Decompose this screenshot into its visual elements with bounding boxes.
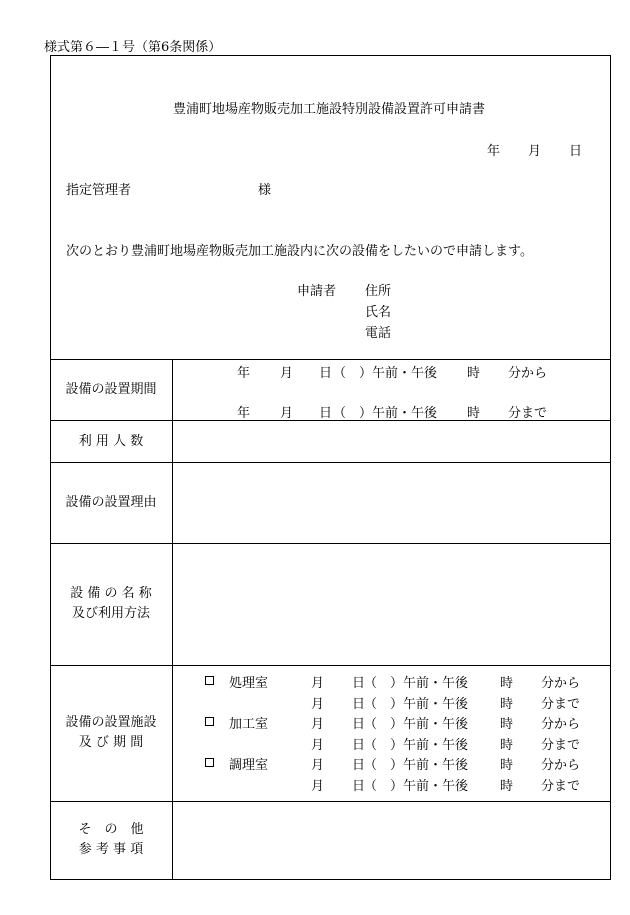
period-from-minute: 分から	[508, 366, 548, 381]
room-from-day: 日	[352, 758, 366, 773]
period-to-month: 月	[280, 406, 294, 421]
date-month[interactable]: 月	[528, 144, 542, 159]
equipment-name-label	[50, 584, 172, 624]
application-statement: 次のとおり豊浦町地場産物販売加工施設内に次の設備をしたいので申請します。	[66, 244, 533, 259]
room-to-day: 日	[352, 737, 366, 753]
applicant-name[interactable]: 氏名	[365, 305, 392, 320]
room-from-hour: 時	[500, 676, 514, 691]
room-from-paren: （ ）	[364, 717, 404, 732]
room-to-ampm: 午前・午後	[403, 778, 469, 794]
date-year[interactable]: 年	[487, 144, 501, 159]
room-to-day: 日	[352, 696, 366, 712]
facility-label	[50, 713, 172, 753]
divider-header	[50, 359, 611, 360]
room-from-month: 月	[311, 717, 325, 732]
room-to-paren: （ ）	[364, 696, 404, 712]
form-number: 様式第６―１号（第6条関係）	[44, 40, 222, 55]
users-label: 利 用 人 数	[78, 434, 144, 449]
room-to-paren: （ ）	[364, 737, 404, 753]
room-from-paren: （ ）	[364, 676, 404, 691]
period-to-hour: 時	[467, 406, 481, 421]
users-field[interactable]	[173, 421, 610, 462]
room-to-month: 月	[311, 778, 325, 794]
other-field[interactable]	[173, 802, 610, 879]
room-name: 処理室	[229, 676, 269, 691]
room-to-hour: 時	[500, 696, 514, 712]
room-to-day: 日	[352, 778, 366, 794]
period-label: 設備の設置期間	[65, 382, 157, 397]
period-from-day: 日	[319, 366, 333, 381]
form-title: 豊浦町地場産物販売加工施設特別設備設置許可申請書	[173, 102, 486, 117]
room-checkbox[interactable]	[205, 676, 214, 685]
room-from-month: 月	[311, 758, 325, 773]
room-from-hour: 時	[500, 758, 514, 773]
applicant-phone[interactable]: 電話	[365, 326, 392, 341]
period-to-minute: 分まで	[508, 406, 548, 421]
room-to-hour: 時	[500, 778, 514, 794]
room-name: 調理室	[229, 758, 269, 773]
room-to-ampm: 午前・午後	[403, 737, 469, 753]
other-label-line2: 参 考 事 項	[78, 842, 144, 857]
room-to-hour: 時	[500, 737, 514, 753]
room-to-ampm: 午前・午後	[403, 696, 469, 712]
period-from-hour: 時	[467, 366, 481, 381]
addressee-label: 指定管理者	[66, 183, 132, 198]
equipment-name-field[interactable]	[173, 544, 610, 665]
room-from-minute: 分から	[541, 758, 581, 773]
period-from-weekday: （ ）	[333, 366, 373, 381]
facility-label-line1: 設備の設置施設	[65, 715, 157, 730]
other-label	[50, 820, 172, 860]
room-checkbox[interactable]	[205, 758, 214, 767]
room-from-ampm: 午前・午後	[403, 676, 469, 691]
room-to-paren: （ ）	[364, 778, 404, 794]
room-checkbox[interactable]	[205, 717, 214, 726]
room-to-minute: 分まで	[541, 737, 581, 753]
room-to-month: 月	[311, 737, 325, 753]
period-to-ampm: 午前・午後	[372, 406, 438, 421]
room-to-minute: 分まで	[541, 778, 581, 794]
period-to-day: 日	[319, 406, 333, 421]
period-from-ampm: 午前・午後	[372, 366, 438, 381]
equipment-name-label-line2: 及び利用方法	[71, 606, 150, 621]
date-day[interactable]: 日	[569, 144, 583, 159]
applicant-label: 申請者	[297, 284, 337, 299]
room-from-ampm: 午前・午後	[403, 717, 469, 732]
room-from-hour: 時	[500, 717, 514, 732]
reason-label: 設備の設置理由	[65, 495, 157, 510]
equipment-name-label-line1: 設 備 の 名 称	[70, 586, 152, 601]
applicant-address[interactable]: 住所	[365, 284, 392, 299]
room-to-month: 月	[311, 696, 325, 712]
room-name: 加工室	[229, 717, 269, 732]
room-from-minute: 分から	[541, 717, 581, 732]
reason-field[interactable]	[173, 463, 610, 543]
room-from-ampm: 午前・午後	[403, 758, 469, 773]
addressee-honorific: 様	[258, 183, 272, 198]
room-from-minute: 分から	[541, 676, 581, 691]
facility-label-line2: 及 び 期 間	[78, 735, 144, 750]
period-to-year: 年	[237, 406, 251, 421]
room-from-paren: （ ）	[364, 758, 404, 773]
period-to-weekday: （ ）	[333, 406, 373, 421]
room-from-month: 月	[311, 676, 325, 691]
period-from-year: 年	[237, 366, 251, 381]
other-label-line1: そ の 他	[78, 822, 144, 837]
room-from-day: 日	[352, 717, 366, 732]
room-to-minute: 分まで	[541, 696, 581, 712]
period-from-month: 月	[280, 366, 294, 381]
divider-equipment	[50, 665, 611, 666]
room-from-day: 日	[352, 676, 366, 691]
